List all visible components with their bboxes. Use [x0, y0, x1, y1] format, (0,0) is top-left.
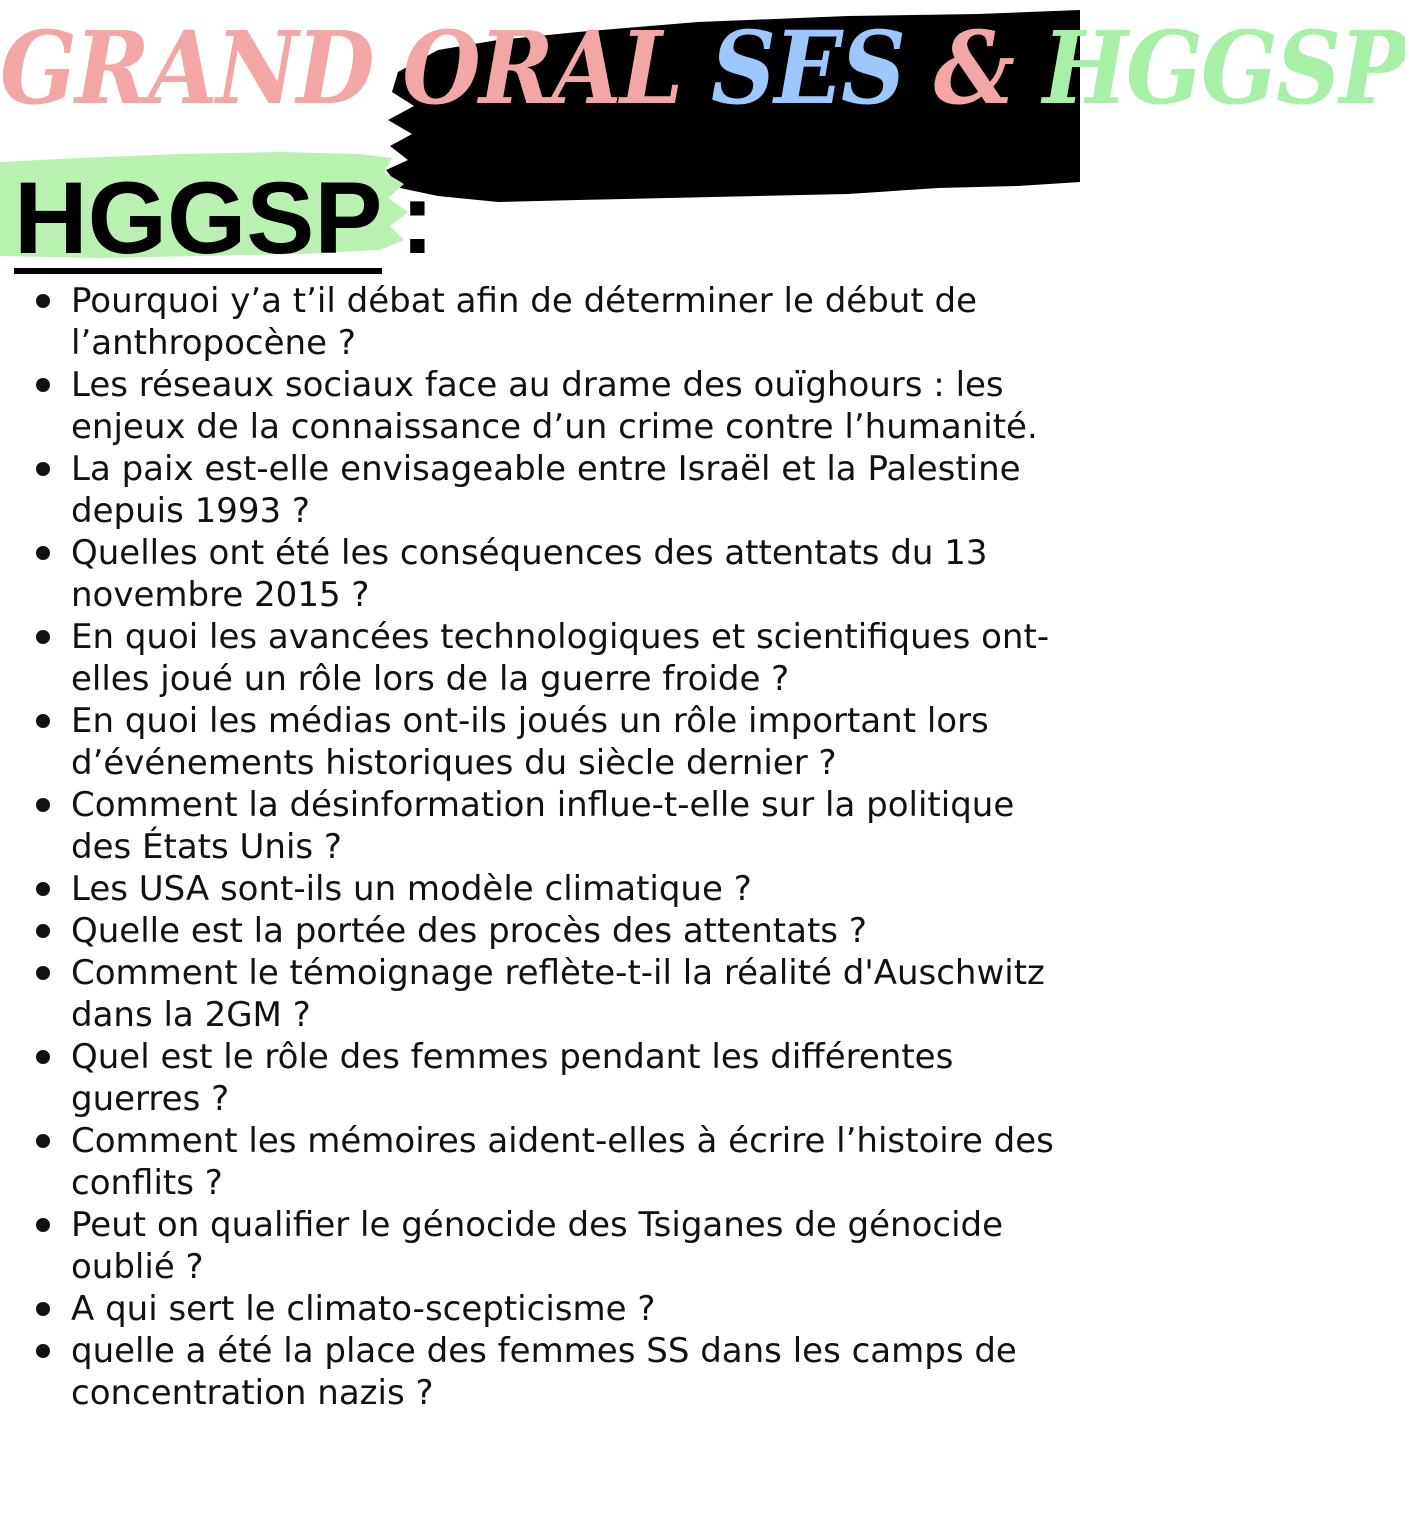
list-item	[28, 1204, 1068, 1288]
question-text: Comment la désinformation influe-t-elle sur la politique des États Unis ?	[71, 785, 1015, 867]
list-item	[28, 280, 1068, 364]
list-item	[28, 1288, 1068, 1330]
title-word-grand: GRAND	[0, 9, 373, 127]
question-text: La paix est-elle envisageable entre Israël et la Palestine depuis 1993 ?	[71, 449, 1021, 531]
bullet-icon	[36, 1344, 50, 1358]
bullet-icon	[36, 714, 50, 728]
section-heading	[14, 161, 435, 275]
question-text: Comment les mémoires aident-elles à écrire l’histoire des conflits ?	[71, 1121, 1054, 1203]
main-title	[0, 8, 1405, 128]
bullet-icon	[36, 798, 50, 812]
bullet-icon	[36, 1218, 50, 1232]
page-header	[0, 0, 1405, 280]
list-item	[28, 1120, 1068, 1204]
bullet-icon	[36, 294, 50, 308]
bullet-icon	[36, 378, 50, 392]
list-item	[28, 364, 1068, 448]
bullet-icon	[36, 966, 50, 980]
question-text: Les réseaux sociaux face au drame des ouïghours : les enjeux de la connaissance d’un crime contre l’humanité.	[71, 365, 1038, 447]
list-item	[28, 1330, 1068, 1414]
question-text: Quelles ont été les conséquences des attentats du 13 novembre 2015 ?	[71, 533, 988, 615]
list-item	[28, 1036, 1068, 1120]
question-text: Les USA sont-ils un modèle climatique ?	[71, 869, 752, 909]
title-ampersand: &	[933, 9, 1014, 127]
question-list	[28, 280, 1068, 1414]
bullet-icon	[36, 630, 50, 644]
list-item	[28, 700, 1068, 784]
bullet-icon	[36, 882, 50, 896]
list-item	[28, 784, 1068, 868]
bullet-icon	[36, 546, 50, 560]
list-item	[28, 910, 1068, 952]
question-text: En quoi les médias ont-ils joués un rôle important lors d’événements historiques du siècle dernier ?	[71, 701, 989, 783]
bullet-icon	[36, 1050, 50, 1064]
list-item	[28, 868, 1068, 910]
bullet-icon	[36, 462, 50, 476]
list-item	[28, 448, 1068, 532]
question-text: quelle a été la place des femmes SS dans les camps de concentration nazis ?	[71, 1331, 1017, 1413]
title-word-oral: ORAL	[402, 9, 682, 127]
question-text: Quelle est la portée des procès des attentats ?	[71, 911, 867, 951]
bullet-icon	[36, 1134, 50, 1148]
question-text: Comment le témoignage reflète-t-il la réalité d'Auschwitz dans la 2GM ?	[71, 953, 1045, 1035]
list-item	[28, 616, 1068, 700]
question-text: A qui sert le climato-scepticisme ?	[71, 1289, 656, 1329]
question-text: Quel est le rôle des femmes pendant les différentes guerres ?	[71, 1037, 954, 1119]
question-text: Peut on qualifier le génocide des Tsiganes de génocide oublié ?	[71, 1205, 1004, 1287]
title-word-hggsp: HGGSP	[1042, 9, 1405, 127]
bullet-icon	[36, 924, 50, 938]
section-heading-label: HGGSP	[14, 161, 383, 275]
bullet-icon	[36, 1302, 50, 1316]
title-word-ses: SES	[711, 9, 905, 127]
list-item	[28, 532, 1068, 616]
question-text: En quoi les avancées technologiques et scientifiques ont-elles joué un rôle lors de la guerre froide ?	[71, 617, 1050, 699]
list-item	[28, 952, 1068, 1036]
question-text: Pourquoi y’a t’il débat afin de déterminer le début de l’anthropocène ?	[71, 281, 977, 363]
section-heading-colon: :	[400, 161, 435, 275]
